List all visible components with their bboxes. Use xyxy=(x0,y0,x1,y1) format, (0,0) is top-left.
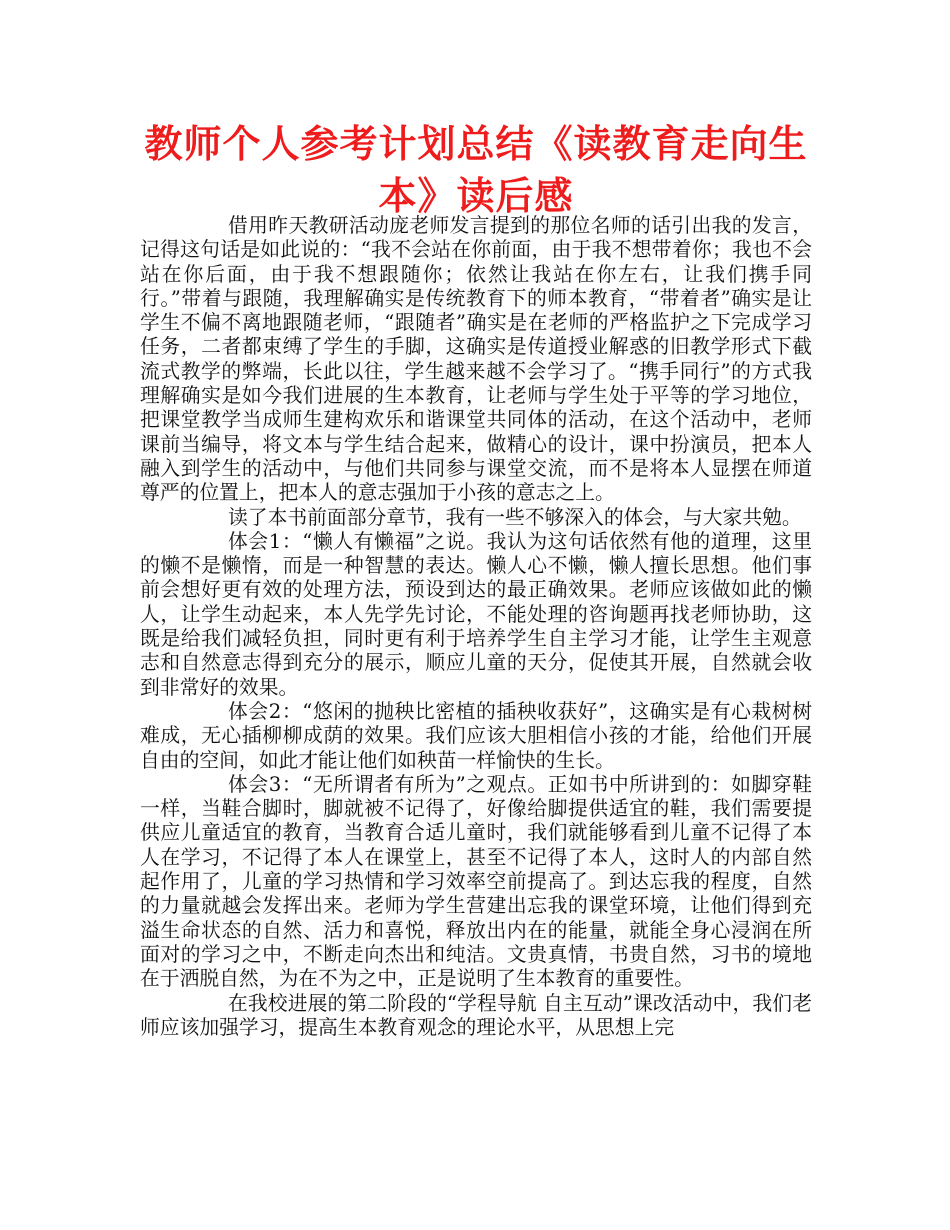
paragraph: 体会2：“悠闲的抛秧比密植的插秧收获好”，这确实是有心栽树树难成，无心插柳柳成荫的效果。我们应该大胆相信小孩的才能，给他们开展自由的空间，如此才能让他们如秧苗一样愉快的生长。 xyxy=(140,699,812,772)
document-title: 教师个人参考计划总结《读教育走向生本》读后感 xyxy=(144,122,808,218)
paragraph: 体会1：“懒人有懒福”之说。我认为这句话依然有他的道理，这里的懒不是懒惰，而是一种智慧的表达。懒人心不懒，懒人擅长思想。他们事前会想好更有效的处理方法，预设到达的最正确效果。老师应该做如此的懒人，让学生动起来，本人先学先讨论，不能处理的咨询题再找老师协助，这既是给我们减轻负担，同时更有利于培养学生自主学习才能，让学生主观意志和自然意志得到充分的展示，顺应儿童的天分，促使其开展，自然就会收到非常好的效果。 xyxy=(140,529,812,699)
paragraph: 体会3：“无所谓者有所为”之观点。正如书中所讲到的：如脚穿鞋一样，当鞋合脚时，脚就被不记得了，好像给脚提供适宜的鞋，我们需要提供应儿童适宜的教育，当教育合适儿童时，我们就能够看到儿童不记得了本人在学习，不记得了本人在课堂上，甚至不记得了本人，这时人的内部自然起作用了，儿童的学习热情和学习效率空前提高了。到达忘我的程度，自然的力量就越会发挥出来。老师为学生营建出忘我的课堂环境，让他们得到充溢生命状态的自然、活力和喜悦，释放出内在的能量，就能全身心浸润在所面对的学习之中，不断走向杰出和纯洁。文贵真情，书贵自然，习书的境地在于洒脱自然，为在不为之中，正是说明了生本教育的重要性。 xyxy=(140,772,812,991)
paragraph: 读了本书前面部分章节，我有一些不够深入的体会，与大家共勉。 xyxy=(228,505,802,529)
paragraph: 在我校进展的第二阶段的“学程导航 自主互动”课改活动中，我们老师应该加强学习，提高生本教育观念的理论水平，从思想上完 xyxy=(140,991,812,1039)
document-body xyxy=(140,214,812,1040)
paragraph: 借用昨天教研活动庞老师发言提到的那位名师的话引出我的发言，记得这句话是如此说的：“我不会站在你前面，由于我不想带着你；我也不会站在你后面，由于我不想跟随你；依然让我站在你左右，让我们携手同行。”带着与跟随，我理解确实是传统教育下的师本教育，“带着者”确实是让学生不偏不离地跟随老师，“跟随者”确实是在老师的严格监护之下完成学习任务，二者都束缚了学生的手脚，这确实是传道授业解惑的旧教学形式下截流式教学的弊端，长此以往，学生越来越不会学习了。“携手同行”的方式我理解确实是如今我们进展的生本教育，让老师与学生处于平等的学习地位，把课堂教学当成师生建构欢乐和谐课堂共同体的活动，在这个活动中，老师课前当编导，将文本与学生结合起来，做精心的设计，课中扮演员，把本人融入到学生的活动中，与他们共同参与课堂交流，而不是将本人显摆在师道尊严的位置上，把本人的意志强加于小孩的意志之上。 xyxy=(140,214,812,505)
